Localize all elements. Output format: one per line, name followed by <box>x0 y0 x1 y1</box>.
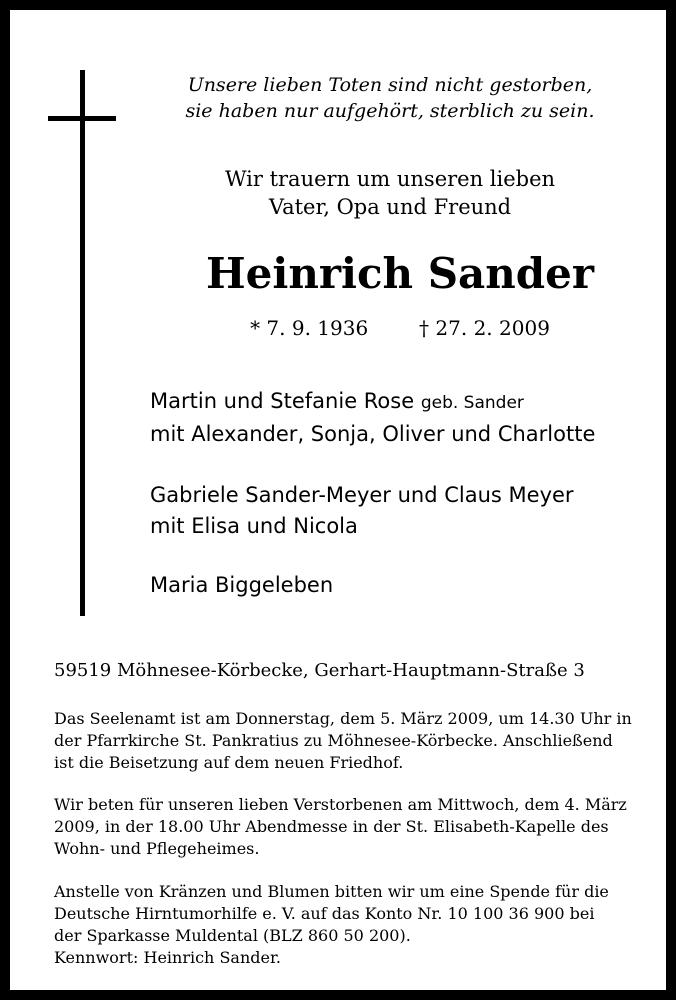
requiem-notice <box>54 708 654 774</box>
family-group-1 <box>150 386 676 450</box>
notice-line: der Pfarrkirche St. Pankratius zu Möhnesee-Körbecke. Anschließend <box>54 731 613 750</box>
motto <box>110 72 670 124</box>
notice-line: der Sparkasse Muldental (BLZ 860 50 200). <box>54 926 411 945</box>
motto-line: sie haben nur aufgehört, sterblich zu sein. <box>185 100 595 122</box>
address: 59519 Möhnesee-Körbecke, Gerhart-Hauptmann-Straße 3 <box>54 660 585 681</box>
family-line: Maria Biggeleben <box>150 573 334 597</box>
maiden-name: geb. Sander <box>420 393 524 413</box>
family-line: mit Alexander, Sonja, Oliver und Charlotte <box>150 422 596 446</box>
notice-line: 2009, in der 18.00 Uhr Abendmesse in der St. Elisabeth-Kapelle des <box>54 817 609 836</box>
family-group-2 <box>150 480 676 542</box>
family-group-3 <box>150 570 676 601</box>
cross-icon <box>80 70 85 616</box>
obituary-notice <box>10 10 666 990</box>
notice-line: Wohn- und Pflegeheimes. <box>54 839 260 858</box>
mourning-line: Vater, Opa und Freund <box>268 195 512 219</box>
family-line <box>150 386 676 419</box>
cross-icon-bar <box>48 116 116 121</box>
family-names: Martin und Stefanie Rose <box>150 389 415 413</box>
notice-line: Wir beten für unseren lieben Verstorbenen am Mittwoch, dem 4. März <box>54 795 627 814</box>
notice-line: Anstelle von Kränzen und Blumen bitten wir um eine Spende für die <box>54 882 609 901</box>
donation-notice <box>54 881 654 969</box>
notice-line: Kennwort: Heinrich Sander. <box>54 948 281 967</box>
mourning-text <box>110 165 670 221</box>
life-dates: * 7. 9. 1936 † 27. 2. 2009 <box>250 316 550 340</box>
mourning-line: Wir trauern um unseren lieben <box>224 167 556 191</box>
family-line: Gabriele Sander-Meyer und Claus Meyer <box>150 483 574 507</box>
notice-line: ist die Beisetzung auf dem neuen Friedhof. <box>54 753 404 772</box>
prayer-notice <box>54 794 654 860</box>
motto-line: Unsere lieben Toten sind nicht gestorben, <box>187 74 593 96</box>
notice-line: Deutsche Hirntumorhilfe e. V. auf das Konto Nr. 10 100 36 900 bei <box>54 904 595 923</box>
family-line: mit Elisa und Nicola <box>150 514 358 538</box>
deceased-name: Heinrich Sander <box>205 249 594 298</box>
notice-line: Das Seelenamt ist am Donnerstag, dem 5. März 2009, um 14.30 Uhr in <box>54 709 632 728</box>
